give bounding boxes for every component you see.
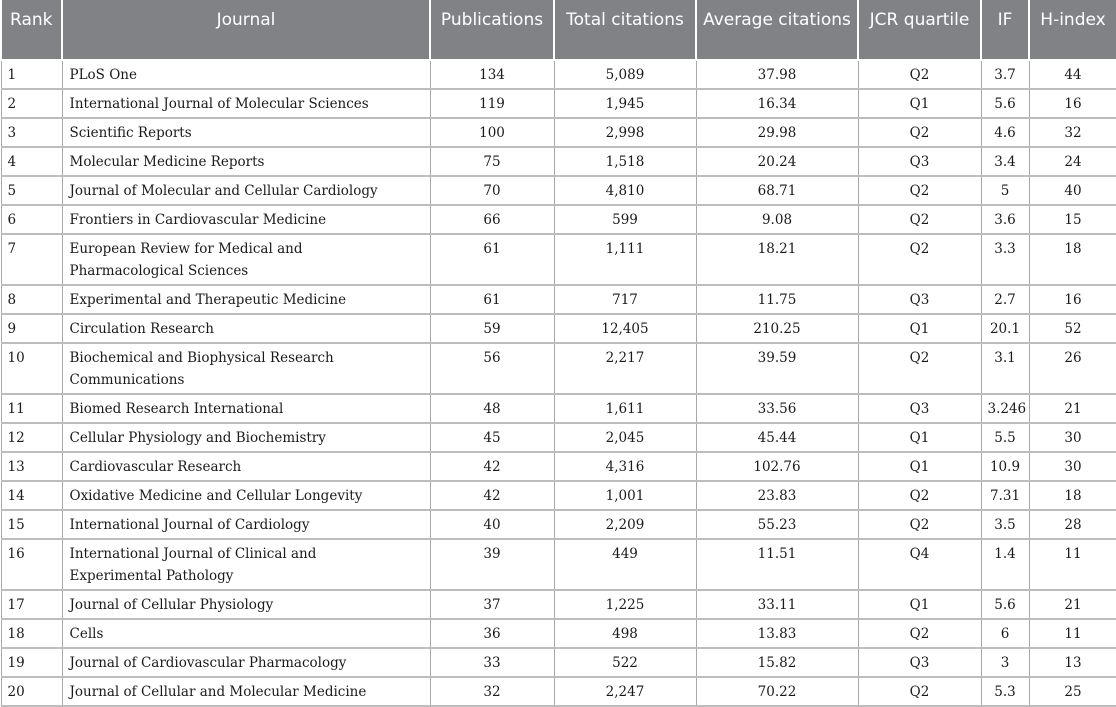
cell-jcr-quartile: Q1 bbox=[858, 314, 981, 343]
cell-if: 5.6 bbox=[981, 89, 1029, 118]
cell-rank: 14 bbox=[1, 481, 62, 510]
cell-rank: 19 bbox=[1, 648, 62, 677]
cell-journal: Journal of Molecular and Cellular Cardiology bbox=[62, 176, 430, 205]
table-row bbox=[1, 234, 1116, 285]
cell-publications: 56 bbox=[430, 343, 554, 394]
cell-h-index: 15 bbox=[1029, 205, 1116, 234]
cell-if: 2.7 bbox=[981, 285, 1029, 314]
cell-h-index: 44 bbox=[1029, 60, 1116, 89]
cell-average-citations: 68.71 bbox=[696, 176, 858, 205]
table-row bbox=[1, 205, 1116, 234]
cell-jcr-quartile: Q3 bbox=[858, 394, 981, 423]
cell-publications: 40 bbox=[430, 510, 554, 539]
cell-average-citations: 33.56 bbox=[696, 394, 858, 423]
cell-total-citations: 12,405 bbox=[554, 314, 696, 343]
cell-journal: PLoS One bbox=[62, 60, 430, 89]
cell-if: 5.3 bbox=[981, 677, 1029, 706]
table-row bbox=[1, 423, 1116, 452]
cell-jcr-quartile: Q2 bbox=[858, 481, 981, 510]
cell-total-citations: 1,611 bbox=[554, 394, 696, 423]
cell-publications: 42 bbox=[430, 481, 554, 510]
cell-jcr-quartile: Q3 bbox=[858, 285, 981, 314]
cell-total-citations: 2,209 bbox=[554, 510, 696, 539]
cell-jcr-quartile: Q2 bbox=[858, 619, 981, 648]
cell-average-citations: 45.44 bbox=[696, 423, 858, 452]
cell-total-citations: 2,217 bbox=[554, 343, 696, 394]
cell-publications: 66 bbox=[430, 205, 554, 234]
cell-h-index: 21 bbox=[1029, 394, 1116, 423]
cell-journal: International Journal of Clinical and Experimental Pathology bbox=[62, 539, 430, 590]
cell-if: 3.1 bbox=[981, 343, 1029, 394]
cell-journal: International Journal of Molecular Sciences bbox=[62, 89, 430, 118]
table-body bbox=[1, 60, 1116, 706]
cell-if: 5.6 bbox=[981, 590, 1029, 619]
cell-rank: 17 bbox=[1, 590, 62, 619]
cell-total-citations: 2,998 bbox=[554, 118, 696, 147]
cell-jcr-quartile: Q2 bbox=[858, 343, 981, 394]
cell-jcr-quartile: Q1 bbox=[858, 452, 981, 481]
cell-rank: 12 bbox=[1, 423, 62, 452]
cell-journal: Experimental and Therapeutic Medicine bbox=[62, 285, 430, 314]
cell-if: 10.9 bbox=[981, 452, 1029, 481]
cell-jcr-quartile: Q3 bbox=[858, 648, 981, 677]
cell-if: 3.246 bbox=[981, 394, 1029, 423]
cell-h-index: 24 bbox=[1029, 147, 1116, 176]
cell-average-citations: 11.75 bbox=[696, 285, 858, 314]
cell-h-index: 18 bbox=[1029, 234, 1116, 285]
cell-if: 3.6 bbox=[981, 205, 1029, 234]
cell-jcr-quartile: Q1 bbox=[858, 423, 981, 452]
cell-rank: 3 bbox=[1, 118, 62, 147]
cell-jcr-quartile: Q4 bbox=[858, 539, 981, 590]
header-if: IF bbox=[981, 0, 1029, 60]
table-row bbox=[1, 147, 1116, 176]
table-row bbox=[1, 590, 1116, 619]
table-row bbox=[1, 539, 1116, 590]
cell-average-citations: 33.11 bbox=[696, 590, 858, 619]
cell-rank: 15 bbox=[1, 510, 62, 539]
cell-publications: 75 bbox=[430, 147, 554, 176]
cell-total-citations: 2,045 bbox=[554, 423, 696, 452]
table-row bbox=[1, 60, 1116, 89]
cell-journal: Circulation Research bbox=[62, 314, 430, 343]
cell-total-citations: 498 bbox=[554, 619, 696, 648]
cell-rank: 7 bbox=[1, 234, 62, 285]
cell-h-index: 30 bbox=[1029, 423, 1116, 452]
cell-average-citations: 11.51 bbox=[696, 539, 858, 590]
cell-total-citations: 4,316 bbox=[554, 452, 696, 481]
cell-h-index: 16 bbox=[1029, 89, 1116, 118]
cell-average-citations: 37.98 bbox=[696, 60, 858, 89]
cell-h-index: 30 bbox=[1029, 452, 1116, 481]
cell-publications: 42 bbox=[430, 452, 554, 481]
cell-publications: 100 bbox=[430, 118, 554, 147]
cell-average-citations: 16.34 bbox=[696, 89, 858, 118]
cell-journal: Frontiers in Cardiovascular Medicine bbox=[62, 205, 430, 234]
cell-average-citations: 102.76 bbox=[696, 452, 858, 481]
cell-journal: Cells bbox=[62, 619, 430, 648]
cell-average-citations: 29.98 bbox=[696, 118, 858, 147]
cell-if: 3.7 bbox=[981, 60, 1029, 89]
cell-jcr-quartile: Q1 bbox=[858, 89, 981, 118]
cell-publications: 119 bbox=[430, 89, 554, 118]
cell-if: 1.4 bbox=[981, 539, 1029, 590]
cell-total-citations: 717 bbox=[554, 285, 696, 314]
cell-journal: Journal of Cardiovascular Pharmacology bbox=[62, 648, 430, 677]
cell-jcr-quartile: Q3 bbox=[858, 147, 981, 176]
table-row bbox=[1, 481, 1116, 510]
cell-h-index: 18 bbox=[1029, 481, 1116, 510]
cell-average-citations: 23.83 bbox=[696, 481, 858, 510]
cell-if: 4.6 bbox=[981, 118, 1029, 147]
cell-h-index: 16 bbox=[1029, 285, 1116, 314]
cell-h-index: 32 bbox=[1029, 118, 1116, 147]
cell-jcr-quartile: Q2 bbox=[858, 677, 981, 706]
cell-publications: 70 bbox=[430, 176, 554, 205]
cell-journal: Journal of Cellular and Molecular Medicine bbox=[62, 677, 430, 706]
cell-rank: 6 bbox=[1, 205, 62, 234]
table-row bbox=[1, 314, 1116, 343]
cell-jcr-quartile: Q2 bbox=[858, 205, 981, 234]
cell-rank: 10 bbox=[1, 343, 62, 394]
cell-journal: Oxidative Medicine and Cellular Longevity bbox=[62, 481, 430, 510]
cell-total-citations: 599 bbox=[554, 205, 696, 234]
cell-if: 3.3 bbox=[981, 234, 1029, 285]
cell-publications: 134 bbox=[430, 60, 554, 89]
header-rank: Rank bbox=[1, 0, 62, 60]
table-row bbox=[1, 677, 1116, 706]
cell-publications: 61 bbox=[430, 234, 554, 285]
table-row bbox=[1, 89, 1116, 118]
cell-rank: 4 bbox=[1, 147, 62, 176]
cell-rank: 20 bbox=[1, 677, 62, 706]
cell-total-citations: 5,089 bbox=[554, 60, 696, 89]
cell-if: 3 bbox=[981, 648, 1029, 677]
cell-h-index: 26 bbox=[1029, 343, 1116, 394]
cell-h-index: 21 bbox=[1029, 590, 1116, 619]
cell-total-citations: 1,225 bbox=[554, 590, 696, 619]
table-row bbox=[1, 452, 1116, 481]
cell-average-citations: 70.22 bbox=[696, 677, 858, 706]
cell-journal: Biochemical and Biophysical Research Communications bbox=[62, 343, 430, 394]
cell-jcr-quartile: Q2 bbox=[858, 118, 981, 147]
cell-rank: 2 bbox=[1, 89, 62, 118]
cell-if: 7.31 bbox=[981, 481, 1029, 510]
cell-jcr-quartile: Q2 bbox=[858, 60, 981, 89]
table-header bbox=[1, 0, 1116, 60]
cell-total-citations: 2,247 bbox=[554, 677, 696, 706]
cell-publications: 45 bbox=[430, 423, 554, 452]
cell-publications: 59 bbox=[430, 314, 554, 343]
table-row bbox=[1, 648, 1116, 677]
cell-journal: Cellular Physiology and Biochemistry bbox=[62, 423, 430, 452]
cell-average-citations: 20.24 bbox=[696, 147, 858, 176]
cell-if: 5 bbox=[981, 176, 1029, 205]
cell-h-index: 52 bbox=[1029, 314, 1116, 343]
cell-average-citations: 55.23 bbox=[696, 510, 858, 539]
cell-average-citations: 210.25 bbox=[696, 314, 858, 343]
header-total-citations: Total citations bbox=[554, 0, 696, 60]
cell-total-citations: 1,945 bbox=[554, 89, 696, 118]
header-row bbox=[1, 0, 1116, 60]
table-row bbox=[1, 394, 1116, 423]
cell-publications: 39 bbox=[430, 539, 554, 590]
table-row bbox=[1, 343, 1116, 394]
cell-rank: 13 bbox=[1, 452, 62, 481]
cell-h-index: 11 bbox=[1029, 539, 1116, 590]
cell-if: 6 bbox=[981, 619, 1029, 648]
table-row bbox=[1, 118, 1116, 147]
header-journal: Journal bbox=[62, 0, 430, 60]
cell-if: 20.1 bbox=[981, 314, 1029, 343]
cell-journal: Journal of Cellular Physiology bbox=[62, 590, 430, 619]
cell-journal: Biomed Research International bbox=[62, 394, 430, 423]
cell-journal: Molecular Medicine Reports bbox=[62, 147, 430, 176]
cell-publications: 61 bbox=[430, 285, 554, 314]
cell-h-index: 13 bbox=[1029, 648, 1116, 677]
cell-if: 3.5 bbox=[981, 510, 1029, 539]
header-average-citations: Average citations bbox=[696, 0, 858, 60]
header-jcr-quartile: JCR quartile bbox=[858, 0, 981, 60]
cell-publications: 37 bbox=[430, 590, 554, 619]
cell-average-citations: 9.08 bbox=[696, 205, 858, 234]
cell-jcr-quartile: Q2 bbox=[858, 234, 981, 285]
cell-rank: 11 bbox=[1, 394, 62, 423]
header-h-index: H-index bbox=[1029, 0, 1116, 60]
cell-total-citations: 1,001 bbox=[554, 481, 696, 510]
cell-jcr-quartile: Q1 bbox=[858, 590, 981, 619]
cell-jcr-quartile: Q2 bbox=[858, 176, 981, 205]
cell-average-citations: 13.83 bbox=[696, 619, 858, 648]
cell-rank: 18 bbox=[1, 619, 62, 648]
cell-total-citations: 4,810 bbox=[554, 176, 696, 205]
cell-jcr-quartile: Q2 bbox=[858, 510, 981, 539]
cell-publications: 32 bbox=[430, 677, 554, 706]
cell-average-citations: 15.82 bbox=[696, 648, 858, 677]
cell-h-index: 40 bbox=[1029, 176, 1116, 205]
table-row bbox=[1, 510, 1116, 539]
cell-if: 3.4 bbox=[981, 147, 1029, 176]
cell-rank: 9 bbox=[1, 314, 62, 343]
cell-publications: 33 bbox=[430, 648, 554, 677]
cell-if: 5.5 bbox=[981, 423, 1029, 452]
cell-h-index: 28 bbox=[1029, 510, 1116, 539]
cell-journal: Cardiovascular Research bbox=[62, 452, 430, 481]
cell-rank: 1 bbox=[1, 60, 62, 89]
cell-rank: 8 bbox=[1, 285, 62, 314]
table-row bbox=[1, 619, 1116, 648]
cell-total-citations: 1,111 bbox=[554, 234, 696, 285]
header-publications: Publications bbox=[430, 0, 554, 60]
cell-journal: European Review for Medical and Pharmacological Sciences bbox=[62, 234, 430, 285]
cell-average-citations: 18.21 bbox=[696, 234, 858, 285]
cell-publications: 36 bbox=[430, 619, 554, 648]
cell-total-citations: 1,518 bbox=[554, 147, 696, 176]
table-row bbox=[1, 176, 1116, 205]
cell-total-citations: 449 bbox=[554, 539, 696, 590]
cell-h-index: 11 bbox=[1029, 619, 1116, 648]
cell-publications: 48 bbox=[430, 394, 554, 423]
cell-rank: 16 bbox=[1, 539, 62, 590]
cell-journal: International Journal of Cardiology bbox=[62, 510, 430, 539]
table-row bbox=[1, 285, 1116, 314]
cell-journal: Scientific Reports bbox=[62, 118, 430, 147]
cell-average-citations: 39.59 bbox=[696, 343, 858, 394]
cell-rank: 5 bbox=[1, 176, 62, 205]
cell-h-index: 25 bbox=[1029, 677, 1116, 706]
cell-total-citations: 522 bbox=[554, 648, 696, 677]
